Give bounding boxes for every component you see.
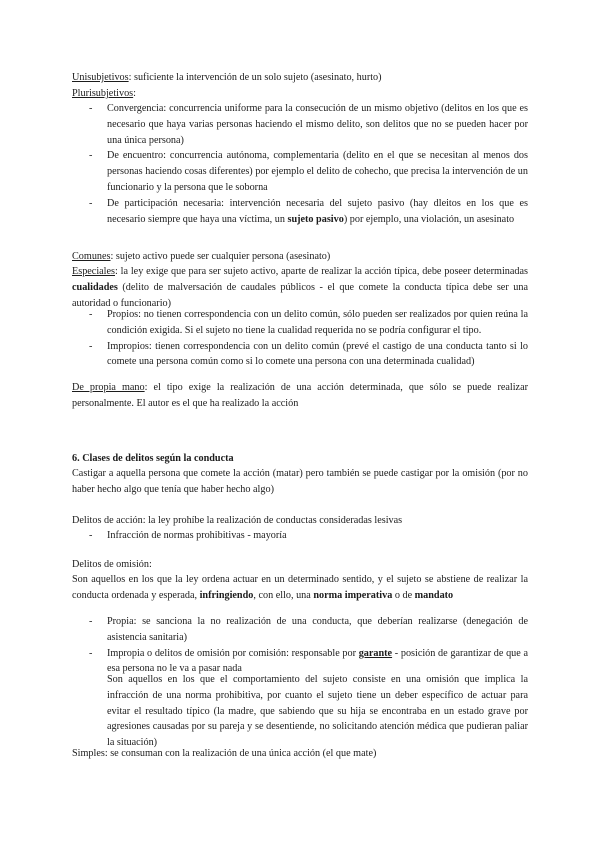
unisubjetivos-term: Unisubjetivos: [72, 72, 129, 83]
delitos-omision-title: Delitos de omisión:: [72, 559, 152, 570]
list-item: - Impropios: tienen correspondencia con un delito común (prevé el castigo de una conducta tanto si lo comete una persona común como si lo comete una persona con una determinada cualidad): [89, 340, 528, 368]
delitos-accion-paragraph: Delitos de acción: la ley prohíbe la realización de conductas consideradas lesivas: [72, 515, 403, 526]
section-6-intro: Castigar a aquella persona que comete la acción (matar) pero también se puede castigar por la omisión (por no haber hecho algo que tenía que haber hecho algo): [72, 468, 528, 495]
especiales-paragraph: Especiales: la ley exige que para ser sujeto activo, aparte de realizar la acción típica, debe poseer determinadas cualidades (delito de malversación de caudales públicos - el que comete la conducta típica debe ser una autoridad o funcionario): [72, 266, 528, 309]
plurisubjetivos-term: Plurisubjetivos: [72, 88, 134, 99]
plurisubjetivos-heading: Plurisubjetivos:: [72, 88, 136, 99]
unisubjetivos-paragraph: Unisubjetivos: suficiente la intervención de un solo sujeto (asesinato, hurto): [72, 72, 382, 83]
section-6-heading: 6. Clases de delitos según la conducta: [72, 453, 234, 464]
list-item: - Propia: se sanciona la no realización de una conducta, que deberían realizarse (denegación de asistencia sanitaria): [89, 616, 528, 643]
list-item: - De encuentro: concurrencia autónoma, complementaria (delito en el que se necesitan al menos dos personas haciendo cosas diferentes) por ejemplo el delito de cohecho, que precisa la intervención de un funcionario y la persona que le soborna: [89, 150, 528, 193]
list-item: - Propios: no tienen correspondencia con un delito común, sólo pueden ser realizados por quien reúna la condición exigida. Si el sujeto no tiene la cualidad requerida no se podría configurar el tipo.: [89, 309, 528, 336]
list-item: - Infracción de normas prohibitivas - mayoría: [89, 530, 287, 541]
simples-paragraph: Simples: se consuman con la realización de una única acción (el que mate): [72, 748, 377, 759]
especiales-list: [72, 307, 528, 370]
propia-mano-paragraph: De propia mano: el tipo exige la realización de una acción determinada, que sólo se puede realizar personalmente. El autor es el que ha realizado la acción: [72, 382, 528, 409]
omision-impropia-detail: Son aquellos en los que el comportamiento del sujeto consiste en una omisión que implica la infracción de una norma prohibitiva, por cuanto el sujeto tiene un deber específico de actuar para evitar el resultado típico (la madre, que sabiendo que su hija se encontraba en un estado grave por agresiones causadas por su pareja y se desentiende, no solicitando atención médica que pudieran paliar la situación): [107, 674, 528, 749]
list-item: - De participación necesaria: intervención necesaria del sujeto pasivo (hay dleitos en los que es necesario siempre que haya una víctima, un sujeto pasivo) por ejemplo, una violación, un asesinato: [89, 197, 528, 225]
comunes-term: Comunes: [72, 251, 111, 262]
propia-mano-term: De propia mano: [72, 382, 145, 393]
delitos-accion-list: [72, 528, 528, 544]
list-item: - Impropia o delitos de omisión por comisión: responsable por garante - posición de garantizar de que a esa persona no le va a pasar nada: [89, 647, 528, 675]
delitos-omision-paragraph: Son aquellos en los que la ley ordena actuar en un determinado sentido, y el sujeto se abstiene de realizar la conducta ordenada y esperada, infringiendo, con ello, una norma imperativa o de mandato: [72, 574, 528, 601]
list-item: - Convergencia: concurrencia uniforme para la consecución de un mismo objetivo (delitos en los que es necesario que haya varias personas haciendo el mismo delito, son delitos que no se pueden hacer por una única persona): [89, 103, 528, 146]
delitos-omision-list: [72, 614, 528, 677]
especiales-term: Especiales: [72, 266, 115, 277]
plurisubjetivos-list: [72, 101, 528, 227]
comunes-paragraph: Comunes: sujeto activo puede ser cualquier persona (asesinato): [72, 251, 331, 262]
